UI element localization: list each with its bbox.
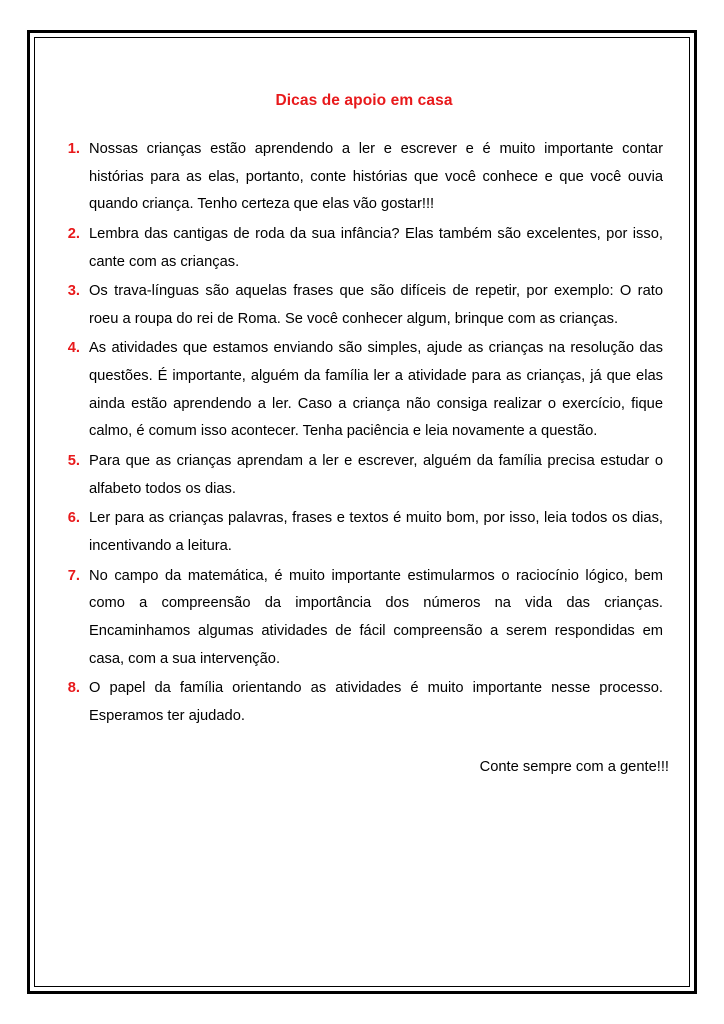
list-item-number: 3. (67, 283, 80, 300)
list-item-text: Os trava-línguas são aquelas frases que são difíceis de repetir, por exemplo: O rato roeu a roupa do rei de Roma. Se você conhecer algum, brinque com as crianças. (89, 283, 663, 327)
page-title: Dicas de apoio em casa (275, 92, 453, 109)
list-item-text: No campo da matemática, é muito importante estimularmos o raciocínio lógico, bem como a compreensão da importância dos números na vida das crianças. Encaminhamos algumas atividades de fácil compreensão a serem respondidas em casa, com a sua intervenção. (89, 567, 663, 667)
list-item-text: Lembra das cantigas de roda da sua infância? Elas também são excelentes, por isso, cante com as crianças. (89, 225, 663, 270)
list-item-text: Para que as crianças aprendam a ler e escrever, alguém da família precisa estudar o alfabeto todos os dias. (89, 453, 663, 497)
list-item (56, 335, 663, 446)
list-item-text: As atividades que estamos enviando são simples, ajude as crianças na resolução das questões. É importante, alguém da família ler a atividade para as crianças, já que elas ainda estão aprendendo a ler. Caso a criança não consiga realizar o exercício, fique calmo, é comum isso acontecer. Tenha paciência e leia novamente a questão. (89, 340, 663, 440)
list-item (56, 221, 663, 276)
list-item (56, 675, 663, 730)
list-item-text: O papel da família orientando as atividades é muito importante nesse processo. Esperamos ter ajudado. (89, 680, 663, 724)
list-item-number: 2. (67, 225, 80, 242)
tips-list (56, 136, 663, 730)
list-item (56, 136, 663, 219)
list-item-number: 8. (67, 680, 80, 697)
list-item (56, 563, 663, 674)
list-item-text: Ler para as crianças palavras, frases e textos é muito bom, por isso, leia todos os dias, incentivando a leitura. (89, 510, 663, 554)
list-item-number: 1. (67, 141, 80, 157)
list-item-number: 4. (67, 340, 80, 357)
list-item-number: 5. (67, 453, 80, 470)
list-item-text: Nossas crianças estão aprendendo a ler e escrever e é muito importante contar histórias para as elas, portanto, conte histórias que você conhece e que você ouvia quando criança. Tenho certeza que elas vão gostar!!! (89, 141, 663, 213)
list-item-number: 6. (67, 510, 80, 527)
document-content (56, 92, 672, 782)
closing-line: Conte sempre com a gente!!! (479, 759, 669, 776)
list-item (56, 505, 663, 560)
list-item (56, 278, 663, 333)
list-item-number: 7. (67, 567, 80, 584)
list-item (56, 448, 663, 503)
